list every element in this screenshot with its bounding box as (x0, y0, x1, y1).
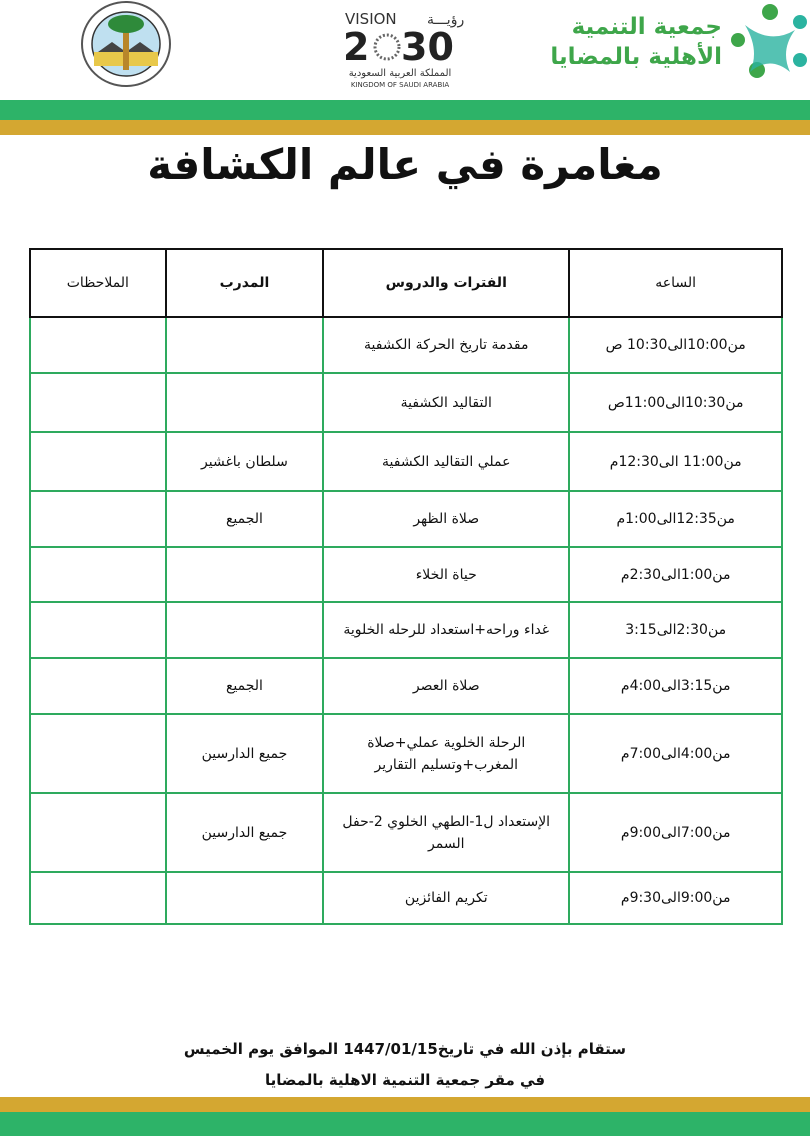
time-cell: من11:00 الى12:30م (569, 432, 782, 491)
footer-line-1: ستقام بإذن الله في تاريخ1447/01/15 الموافق يوم الخميس (183, 1040, 627, 1058)
time-cell: من10:30الى11:00ص (569, 373, 782, 432)
society-logo (730, 0, 810, 82)
header-time: الساعه (569, 249, 782, 317)
session-cell: مقدمة تاريخ الحركة الكشفية (323, 317, 569, 373)
notes-cell (30, 317, 166, 373)
time-cell: من2:30الى3:15 (569, 602, 782, 658)
svg-text:VISION: VISION (345, 10, 397, 28)
footer-gold-stripe (0, 1097, 810, 1112)
trainer-cell (166, 547, 323, 602)
time-cell: من3:15الى4:00م (569, 658, 782, 714)
trainer-cell: سلطان باغشير (166, 432, 323, 491)
session-cell: صلاة الظهر (323, 491, 569, 547)
time-cell: من7:00الى9:00م (569, 793, 782, 872)
table-row (30, 432, 782, 491)
session-cell: تكريم الفائزين (323, 872, 569, 924)
svg-text:المملكة العربية السعودية: المملكة العربية السعودية (348, 68, 452, 79)
session-cell: الرحلة الخلوية عملي+صلاة المغرب+وتسليم التقارير (323, 714, 569, 793)
trainer-cell: جميع الدارسين (166, 714, 323, 793)
trainer-cell: الجميع (166, 658, 323, 714)
svg-text:KINGDOM OF SAUDI ARABIA: KINGDOM OF SAUDI ARABIA (350, 81, 450, 89)
notes-cell (30, 491, 166, 547)
header-trainer: المدرب (166, 249, 323, 317)
notes-cell (30, 872, 166, 924)
table-row (30, 602, 782, 658)
footer-green-stripe (0, 1112, 810, 1136)
notes-cell (30, 714, 166, 793)
trainer-cell (166, 872, 323, 924)
society-name-line-2: الأهلية بالمضايا (550, 44, 722, 70)
table-row (30, 373, 782, 432)
notes-cell (30, 602, 166, 658)
time-cell: من10:00الى10:30 ص (569, 317, 782, 373)
trainer-cell (166, 373, 323, 432)
notes-cell (30, 547, 166, 602)
time-cell: من9:00الى9:30م (569, 872, 782, 924)
table-row (30, 872, 782, 924)
table-header-row (30, 249, 782, 317)
page-title: مغامرة في عالم الكشافة (147, 140, 663, 189)
header-notes: الملاحظات (30, 249, 166, 317)
session-cell: الإستعداد ل1-الطهي الخلوي 2-حفل السمر (323, 793, 569, 872)
scouts-association-logo (78, 0, 174, 92)
trainer-cell: جميع الدارسين (166, 793, 323, 872)
session-cell: حياة الخلاء (323, 547, 569, 602)
notes-cell (30, 432, 166, 491)
session-cell: عملي التقاليد الكشفية (323, 432, 569, 491)
table-row (30, 793, 782, 872)
header-green-stripe (0, 100, 810, 120)
table-row (30, 714, 782, 793)
time-cell: من1:00الى2:30م (569, 547, 782, 602)
header-sessions: الفترات والدروس (323, 249, 569, 317)
notes-cell (30, 658, 166, 714)
trainer-cell (166, 602, 323, 658)
notes-cell (30, 373, 166, 432)
session-cell: التقاليد الكشفية (323, 373, 569, 432)
svg-text:رؤيـــة: رؤيـــة (427, 12, 465, 28)
trainer-cell (166, 317, 323, 373)
notes-cell (30, 793, 166, 872)
table-row (30, 317, 782, 373)
svg-text:2: 2 (343, 25, 370, 69)
time-cell: من4:00الى7:00م (569, 714, 782, 793)
table-row (30, 547, 782, 602)
footer-line-2: في مقر جمعية التنمية الاهلية بالمضايا (264, 1071, 546, 1089)
footer-note (0, 1034, 810, 1096)
svg-text:30: 30 (401, 25, 454, 69)
society-name-line-1: جمعية التنمية (571, 14, 722, 40)
schedule-table (29, 248, 783, 925)
table-row (30, 658, 782, 714)
session-cell: غداء وراحه+استعداد للرحله الخلوية (323, 602, 569, 658)
time-cell: من12:35الى1:00م (569, 491, 782, 547)
trainer-cell: الجميع (166, 491, 323, 547)
header-gold-stripe (0, 120, 810, 135)
session-cell: صلاة العصر (323, 658, 569, 714)
vision-2030-logo (335, 4, 475, 92)
table-row (30, 491, 782, 547)
